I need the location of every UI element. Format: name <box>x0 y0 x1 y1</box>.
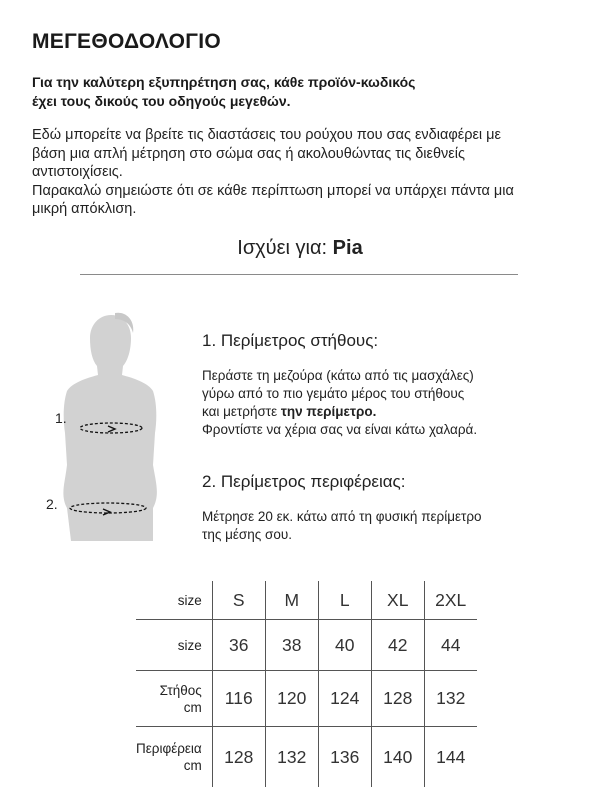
table-cell: 42 <box>371 620 424 671</box>
table-row <box>136 671 477 727</box>
table-cell: 120 <box>265 671 318 727</box>
marker-2: 2. <box>46 496 58 512</box>
hip-line: της μέσης σου. <box>202 527 292 542</box>
chest-heading: 1. Περίμετρος στήθους: <box>202 331 379 350</box>
intro-bold-line: έχει τους δικούς του οδηγούς μεγεθών. <box>32 93 291 109</box>
header-cell: L <box>318 581 371 620</box>
table-cell: 128 <box>212 727 265 788</box>
intro-line: Παρακαλώ σημειώστε ότι σε κάθε περίπτωση μπορεί να υπάρχει πάντα μια <box>32 182 514 199</box>
row-label-unit: cm <box>183 758 202 773</box>
row-label-line: Περιφέρεια <box>136 741 202 756</box>
row-label <box>136 727 212 788</box>
chest-instructions <box>202 367 592 439</box>
hip-line: Μέτρησε 20 εκ. κάτω από τη φυσική περίμετρο <box>202 509 482 524</box>
table-cell: 44 <box>424 620 477 671</box>
hip-heading: 2. Περίμετρος περιφέρειας: <box>202 472 406 491</box>
marker-1: 1. <box>55 410 67 426</box>
row-label-unit: cm <box>183 699 202 715</box>
hip-instructions <box>202 508 592 544</box>
table-cell: 116 <box>212 671 265 727</box>
table-cell: 124 <box>318 671 371 727</box>
chest-line: γύρω από το πιο γεμάτο μέρος του στήθους <box>202 386 465 401</box>
row-label-line: size <box>177 637 202 653</box>
chest-line-bold: την περίμετρο. <box>280 404 377 419</box>
header-cell: M <box>265 581 318 620</box>
table-row <box>136 727 477 788</box>
row-label-line: Στήθος <box>159 682 202 698</box>
chest-line: Φροντίστε να χέρια σας να είναι κάτω χαλαρά. <box>202 422 478 437</box>
intro-line: Εδώ μπορείτε να βρείτε τις διαστάσεις του ρούχου που σας ενδιαφέρει με <box>32 127 502 143</box>
table-cell: 144 <box>424 727 477 788</box>
row-label <box>136 671 212 727</box>
intro-text <box>32 126 582 219</box>
table-header-row <box>136 581 477 620</box>
size-table <box>136 581 477 787</box>
header-label: size <box>177 592 202 608</box>
table-cell: 132 <box>265 727 318 788</box>
chest-line-text: και μετρήστε <box>202 404 278 419</box>
intro-line: βάση μια απλή μέτρηση στο σώμα σας ή ακολουθώντας τις διεθνείς <box>32 145 465 162</box>
table-cell: 38 <box>265 620 318 671</box>
body-silhouette-figure <box>45 305 175 555</box>
table-cell: 128 <box>371 671 424 727</box>
table-cell: 40 <box>318 620 371 671</box>
body-silhouette <box>63 315 156 541</box>
table-cell: 36 <box>212 620 265 671</box>
hip-section <box>202 472 592 544</box>
table-row <box>136 620 477 671</box>
table-cell: 132 <box>424 671 477 727</box>
intro-bold-line: Για την καλύτερη εξυπηρέτηση σας, κάθε προϊόν-κωδικός <box>32 74 416 90</box>
applies-label: Ισχύει για: <box>237 237 328 259</box>
product-name: Pia <box>332 237 363 259</box>
header-cell: XL <box>371 581 424 620</box>
chest-section <box>202 331 592 439</box>
applies-for <box>0 237 600 260</box>
intro-bold-text <box>32 73 572 111</box>
intro-line: μικρή απόκλιση. <box>32 201 137 217</box>
chest-line <box>202 403 592 421</box>
intro-line: αντιστοιχίσεις. <box>32 164 123 180</box>
header-cell: 2XL <box>424 581 477 620</box>
divider <box>80 274 518 275</box>
chest-line: Περάστε τη μεζούρα (κάτω από τις μασχάλες) <box>202 368 474 383</box>
table-cell: 140 <box>371 727 424 788</box>
page-title: ΜΕΓΕΘΟΔΟΛΟΓΙΟ <box>32 30 222 53</box>
row-label <box>136 620 212 671</box>
table-cell: 136 <box>318 727 371 788</box>
header-cell: S <box>212 581 265 620</box>
